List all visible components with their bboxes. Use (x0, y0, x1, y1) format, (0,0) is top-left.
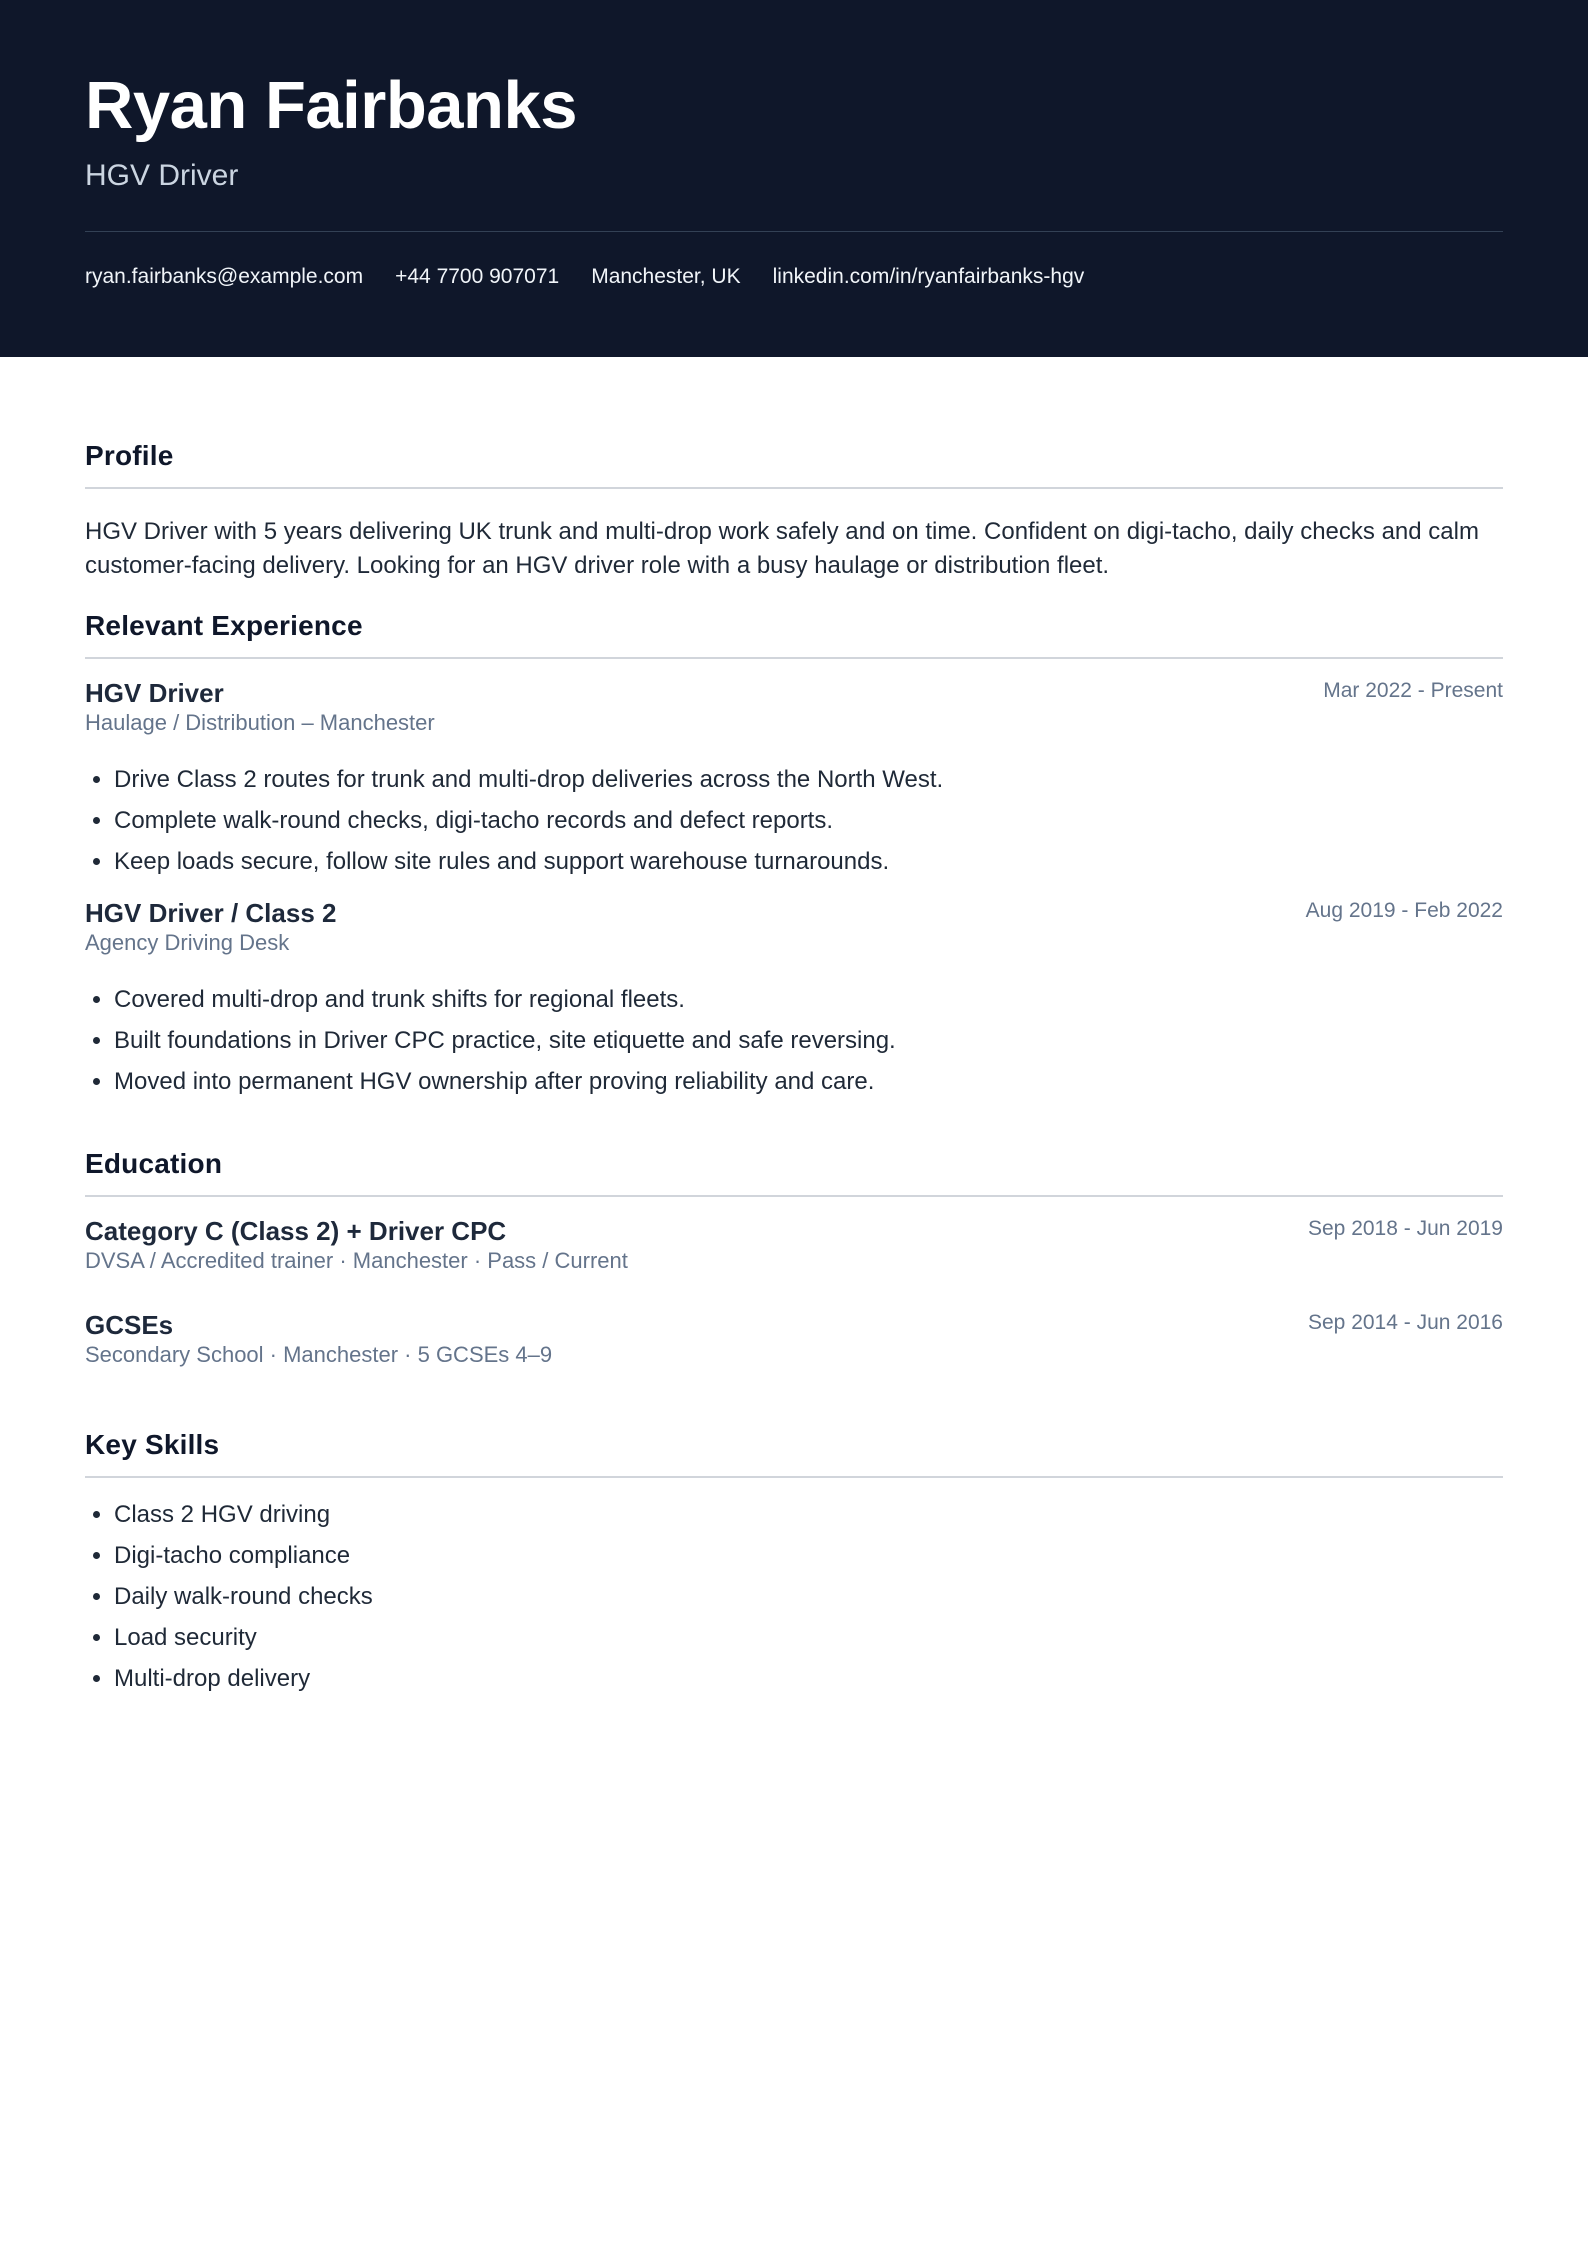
profile-text: HGV Driver with 5 years delivering UK trunk and multi-drop work safely and on time. Confident on digi-tacho, daily checks and calm customer-facing delivery. Looking for an HGV driver role with a busy haulage or distribution fleet. (85, 518, 1479, 579)
candidate-name: Ryan Fairbanks (85, 68, 577, 143)
header (0, 0, 1588, 357)
section-divider (85, 1476, 1503, 1478)
experience-entry (85, 897, 1503, 1102)
job-bullets (85, 979, 1503, 1102)
qualification-title: Category C (Class 2) + Driver CPC (85, 1216, 507, 1246)
qualification-details: Secondary School · Manchester · 5 GCSEs 4–9 (85, 1342, 553, 1367)
experience-entry (85, 677, 1503, 882)
qualification-details: DVSA / Accredited trainer · Manchester · Pass / Current (85, 1248, 628, 1273)
section-divider (85, 657, 1503, 659)
resume-body (0, 439, 1588, 1699)
job-dates: Aug 2019 - Feb 2022 (1305, 899, 1503, 922)
contact-location: Manchester, UK (591, 265, 741, 288)
qualification-dates: Sep 2014 - Jun 2016 (1308, 1311, 1503, 1334)
experience-section (85, 609, 1503, 1102)
qualification-title: GCSEs (85, 1310, 174, 1340)
header-divider (85, 231, 1503, 232)
education-entry (85, 1309, 1503, 1369)
skills-heading: Key Skills (85, 1429, 220, 1460)
list-item: • Digi-tacho compliance (114, 1535, 1503, 1576)
contact-email[interactable]: ryan.fairbanks@example.com (85, 265, 364, 288)
candidate-title: HGV Driver (85, 159, 239, 192)
job-employer: Haulage / Distribution – Manchester (85, 710, 435, 735)
contact-row (85, 264, 1503, 290)
list-item: • Load security (114, 1617, 1503, 1658)
skills-list (85, 1494, 1503, 1699)
list-item: • Built foundations in Driver CPC practice, site etiquette and safe reversing. (114, 1020, 1503, 1061)
profile-heading: Profile (85, 440, 174, 471)
contact-linkedin[interactable]: linkedin.com/in/ryanfairbanks-hgv (772, 265, 1085, 288)
job-title: HGV Driver / Class 2 (85, 898, 337, 928)
education-heading: Education (85, 1148, 223, 1179)
list-item: • Moved into permanent HGV ownership after proving reliability and care. (114, 1061, 1503, 1102)
list-item: • Covered multi-drop and trunk shifts for regional fleets. (114, 979, 1503, 1020)
job-bullets (85, 759, 1503, 882)
qualification-dates: Sep 2018 - Jun 2019 (1308, 1217, 1503, 1240)
list-item: • Multi-drop delivery (114, 1658, 1503, 1699)
section-divider (85, 487, 1503, 489)
experience-heading: Relevant Experience (85, 610, 363, 641)
section-divider (85, 1195, 1503, 1197)
job-dates: Mar 2022 - Present (1323, 679, 1503, 702)
list-item: • Daily walk-round checks (114, 1576, 1503, 1617)
profile-section (85, 439, 1503, 583)
list-item: • Class 2 HGV driving (114, 1494, 1503, 1535)
education-entry (85, 1215, 1503, 1275)
list-item: • Drive Class 2 routes for trunk and multi-drop deliveries across the North West. (114, 759, 1503, 800)
job-title: HGV Driver (85, 678, 224, 708)
skills-section (85, 1428, 1503, 1699)
list-item: • Keep loads secure, follow site rules and support warehouse turnarounds. (114, 841, 1503, 882)
list-item: • Complete walk-round checks, digi-tacho records and defect reports. (114, 800, 1503, 841)
education-section (85, 1147, 1503, 1369)
job-employer: Agency Driving Desk (85, 930, 290, 955)
contact-phone[interactable]: +44 7700 907071 (395, 265, 560, 288)
